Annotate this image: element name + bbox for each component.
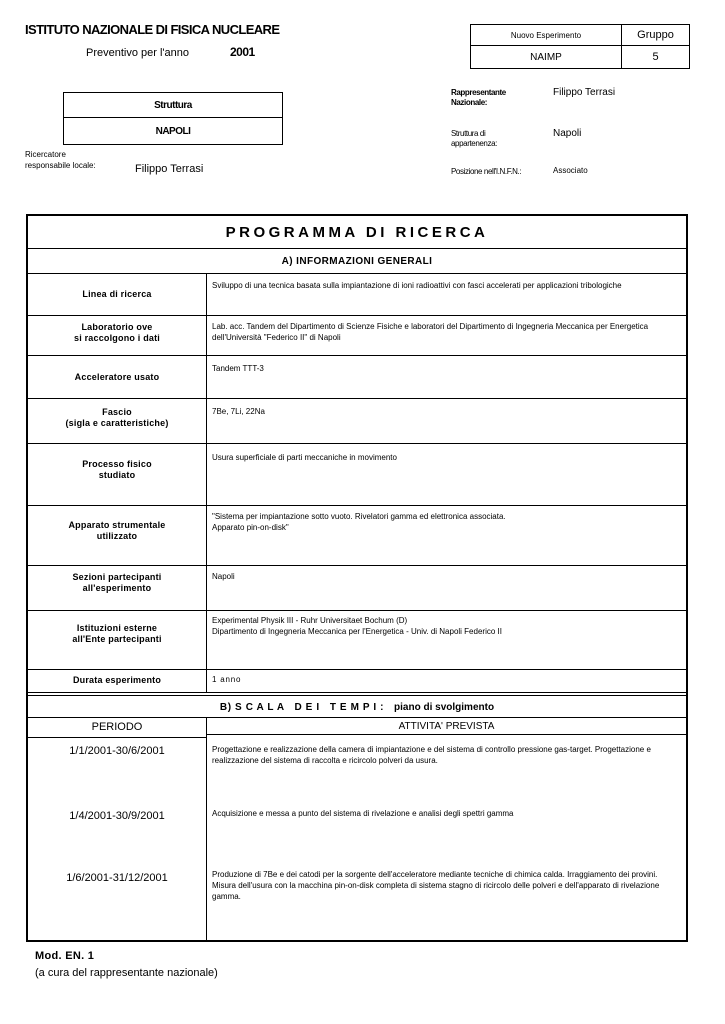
info-value-processo: Usura superficiale di parti meccaniche in movimento: [212, 453, 397, 462]
info-label-sezioni: Sezioni partecipanti all'esperimento: [72, 572, 162, 593]
info-value-apparato: "Sistema per impiantazione sotto vuoto. Rivelatori gamma ed elettronica associata. Apparato pin-on-disk": [212, 512, 506, 532]
col-attivita: ATTIVITA' PREVISTA: [398, 720, 495, 732]
institute-title: ISTITUTO NAZIONALE DI FISICA NUCLEARE: [25, 22, 280, 37]
info-label-linea: Linea di ricerca: [82, 288, 152, 299]
info-value-durata: 1 anno: [212, 675, 242, 684]
posizione-label: Posizione nell'I.N.F.N.:: [451, 167, 522, 176]
info-label-apparato: Apparato strumentale utilizzato: [68, 520, 166, 541]
rappresentante-value: Filippo Terrasi: [553, 87, 616, 98]
info-label-istituzioni: Istituzioni esterne all'Ente partecipanti: [72, 623, 162, 644]
schedule-activity-1: Progettazione e realizzazione della camera di impiantazione e del sistema di controllo pressione gas-target. Progettazione e realizzazione del sistema di raccolta e ricircolo polveri da usura.: [212, 745, 651, 765]
nuovo-esperimento-value: NAIMP: [530, 51, 562, 63]
preventivo-year: 2001: [230, 45, 255, 59]
section-b-heading: [28, 697, 686, 717]
footer-mod: Mod. EN. 1: [35, 950, 95, 962]
info-value-linea: Sviluppo di una tecnica basata sulla impiantazione di ioni radioattivi con fasci accelerati per applicazioni tribologiche: [212, 281, 622, 290]
preventivo-label: Preventivo per l'anno: [86, 47, 189, 59]
section-b-suffix: piano di svolgimento: [394, 701, 495, 713]
info-value-acceleratore: Tandem TTT-3: [212, 364, 264, 373]
schedule-activity-2: Acquisizione e messa a punto del sistema di rivelazione e analisi degli spettri gamma: [212, 809, 514, 818]
struttura-appartenenza-label: Struttura di appartenenza:: [451, 129, 497, 148]
struttura-label: Struttura: [154, 99, 192, 111]
ricercatore-value: Filippo Terrasi: [135, 163, 204, 175]
footer-note: (a cura del rappresentante nazionale): [35, 967, 218, 979]
info-value-fascio: 7Be, 7Li, 22Na: [212, 407, 265, 416]
esperimento-box: [470, 24, 690, 69]
section-a-heading: A) INFORMAZIONI GENERALI: [281, 255, 433, 267]
info-label-acceleratore: Acceleratore usato: [74, 371, 160, 382]
info-value-istituzioni: Experimental Physik III - Ruhr Universitaet Bochum (D) Dipartimento di Ingegneria Meccanica per l'Energetica - Univ. di Napoli Federico II: [212, 616, 502, 636]
posizione-value: Associato: [553, 166, 588, 175]
col-periodo: PERIODO: [91, 721, 143, 733]
section-b-prefix: B) S C A L A D E I T E M P I :: [219, 701, 385, 713]
rappresentante-label: Rappresentante Nazionale:: [451, 88, 506, 107]
programma-title: PROGRAMMA DI RICERCA: [225, 223, 489, 241]
info-label-laboratorio: Laboratorio ove si raccolgono i dati: [73, 322, 160, 343]
info-value-laboratorio: Lab. acc. Tandem del Dipartimento di Scienze Fisiche e laboratori del Dipartimento di Ingegneria Meccanica per Energetica dell'Università "Federico II" di Napoli: [212, 322, 649, 342]
schedule-period-3: 1/6/2001-31/12/2001: [66, 872, 168, 884]
info-label-processo: Processo fisico studiato: [82, 459, 152, 480]
gruppo-value: 5: [652, 51, 659, 63]
struttura-value: NAPOLI: [155, 125, 191, 137]
schedule-activity-3: Produzione di 7Be e dei catodi per la sorgente dell'acceleratore mediante tecniche di chimica calda. Irraggiamento dei provini. Misura dell'usura con la macchina pin-on-disk completa di sistema stagno di ricircolo delle polveri e dell'apparato di rivelazione gamma.: [212, 870, 660, 901]
schedule-period-1: 1/1/2001-30/6/2001: [69, 745, 165, 757]
gruppo-label: Gruppo: [637, 29, 674, 41]
info-label-durata: Durata esperimento: [72, 675, 162, 685]
struttura-box: [63, 92, 283, 145]
nuovo-esperimento-label: Nuovo Esperimento: [510, 30, 582, 40]
struttura-appartenenza-value: Napoli: [553, 128, 582, 139]
info-value-sezioni: Napoli: [212, 572, 235, 581]
ricercatore-label: Ricercatore responsabile locale:: [25, 150, 96, 170]
schedule-period-2: 1/4/2001-30/9/2001: [69, 810, 165, 822]
info-label-fascio: Fascio (sigla e caratteristiche): [65, 407, 169, 428]
